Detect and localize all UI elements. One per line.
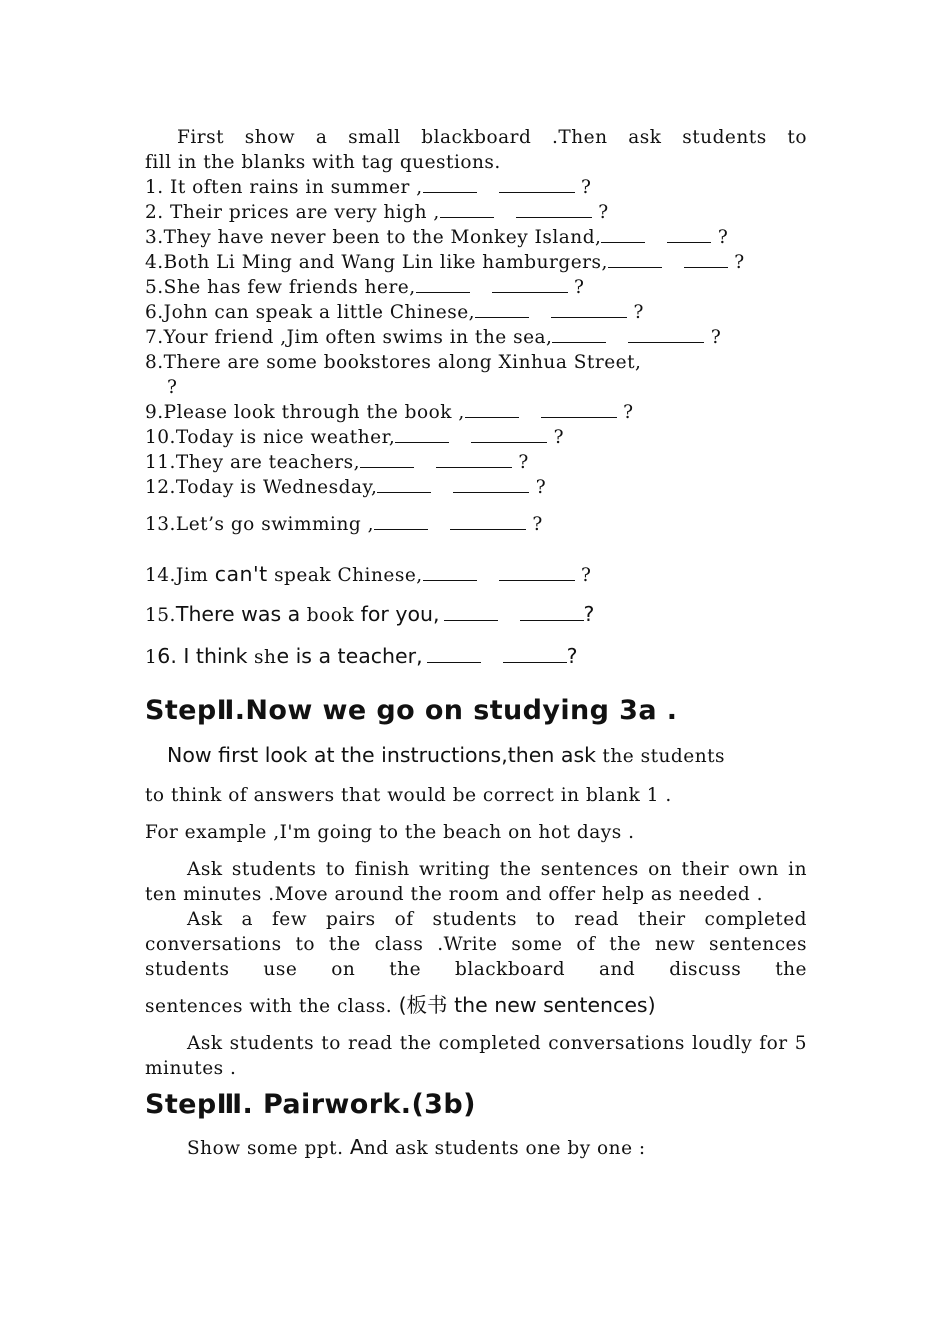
- blank: [499, 563, 575, 581]
- blank: [499, 175, 575, 193]
- step-2-paragraph-3: For example ,I'm going to the beach on hot days .: [145, 822, 635, 843]
- blank: [360, 450, 414, 468]
- step-2-paragraph-2: to think of answers that would be correct in blank 1 .: [145, 785, 672, 806]
- question-10: 10.Today is nice weather, ?: [145, 427, 565, 448]
- blank: [551, 300, 627, 318]
- blank: [628, 325, 704, 343]
- step-2-paragraph-5: Ask a few pairs of students to read their completed conversations to the class .Write some of the new sentences students use on the blackboard and discuss the: [145, 909, 807, 980]
- step-2-heading: StepⅡ.Now we go on studying 3a .: [145, 695, 678, 726]
- question-11: 11.They are teachers, ?: [145, 452, 529, 473]
- question-5: 5.She has few friends here, ?: [145, 277, 585, 298]
- blank: [684, 250, 728, 268]
- blank: [450, 512, 526, 530]
- blank: [516, 200, 592, 218]
- step-2-paragraph-6: sentences with the class. (板书 the new sentences): [145, 993, 656, 1017]
- question-8: 8.There are some bookstores along Xinhua Street,: [145, 352, 642, 373]
- question-15: 15.There was a book for you, ?: [145, 602, 595, 626]
- blank: [395, 425, 449, 443]
- question-6: 6.John can speak a little Chinese, ?: [145, 302, 644, 323]
- blank: [453, 475, 529, 493]
- document-page: [145, 125, 807, 1163]
- blank: [436, 450, 512, 468]
- blank: [667, 225, 711, 243]
- question-3: 3.They have never been to the Monkey Island, ?: [145, 227, 729, 248]
- question-16: 16. I think she is a teacher, ?: [145, 644, 578, 668]
- question-7: 7.Your friend ,Jim often swims in the sea, ?: [145, 327, 722, 348]
- blank: [374, 512, 428, 530]
- blank: [427, 645, 481, 663]
- intro-line-1: First show a small blackboard .Then ask students to: [177, 127, 807, 148]
- question-9: 9.Please look through the book , ?: [145, 402, 634, 423]
- blank: [471, 425, 547, 443]
- step-2-paragraph-4: Ask students to finish writing the sentences on their own in ten minutes .Move around the room and offer help as needed .: [145, 859, 807, 905]
- step-3-heading: StepⅢ. Pairwork.(3b): [145, 1089, 476, 1120]
- step-2-paragraph-7: Ask students to read the completed conversations loudly for 5 minutes .: [145, 1033, 807, 1079]
- blank: [377, 475, 431, 493]
- question-8-mark: ?: [167, 377, 178, 398]
- blank: [520, 603, 584, 621]
- blank: [492, 275, 568, 293]
- blank: [475, 300, 529, 318]
- blank: [440, 200, 494, 218]
- blank: [552, 325, 606, 343]
- question-1: 1. It often rains in summer , ?: [145, 177, 592, 198]
- blank: [423, 175, 477, 193]
- question-14: 14.Jim can't speak Chinese, ?: [145, 562, 592, 586]
- blank: [465, 400, 519, 418]
- question-12: 12.Today is Wednesday, ?: [145, 477, 547, 498]
- blank: [423, 563, 477, 581]
- step-2-paragraph-1: Now first look at the instructions,then ask the students: [167, 743, 726, 767]
- blank: [416, 275, 470, 293]
- question-2: 2. Their prices are very high , ?: [145, 202, 609, 223]
- blank: [601, 225, 645, 243]
- blank: [444, 603, 498, 621]
- blank: [608, 250, 662, 268]
- intro-line-2: fill in the blanks with tag questions.: [145, 152, 501, 173]
- step-3-paragraph-1: Show some ppt. And ask students one by one :: [187, 1135, 646, 1159]
- question-4: 4.Both Li Ming and Wang Lin like hamburgers, ?: [145, 252, 745, 273]
- blank: [503, 645, 567, 663]
- blank: [541, 400, 617, 418]
- question-13: 13.Let’s go swimming , ?: [145, 514, 543, 535]
